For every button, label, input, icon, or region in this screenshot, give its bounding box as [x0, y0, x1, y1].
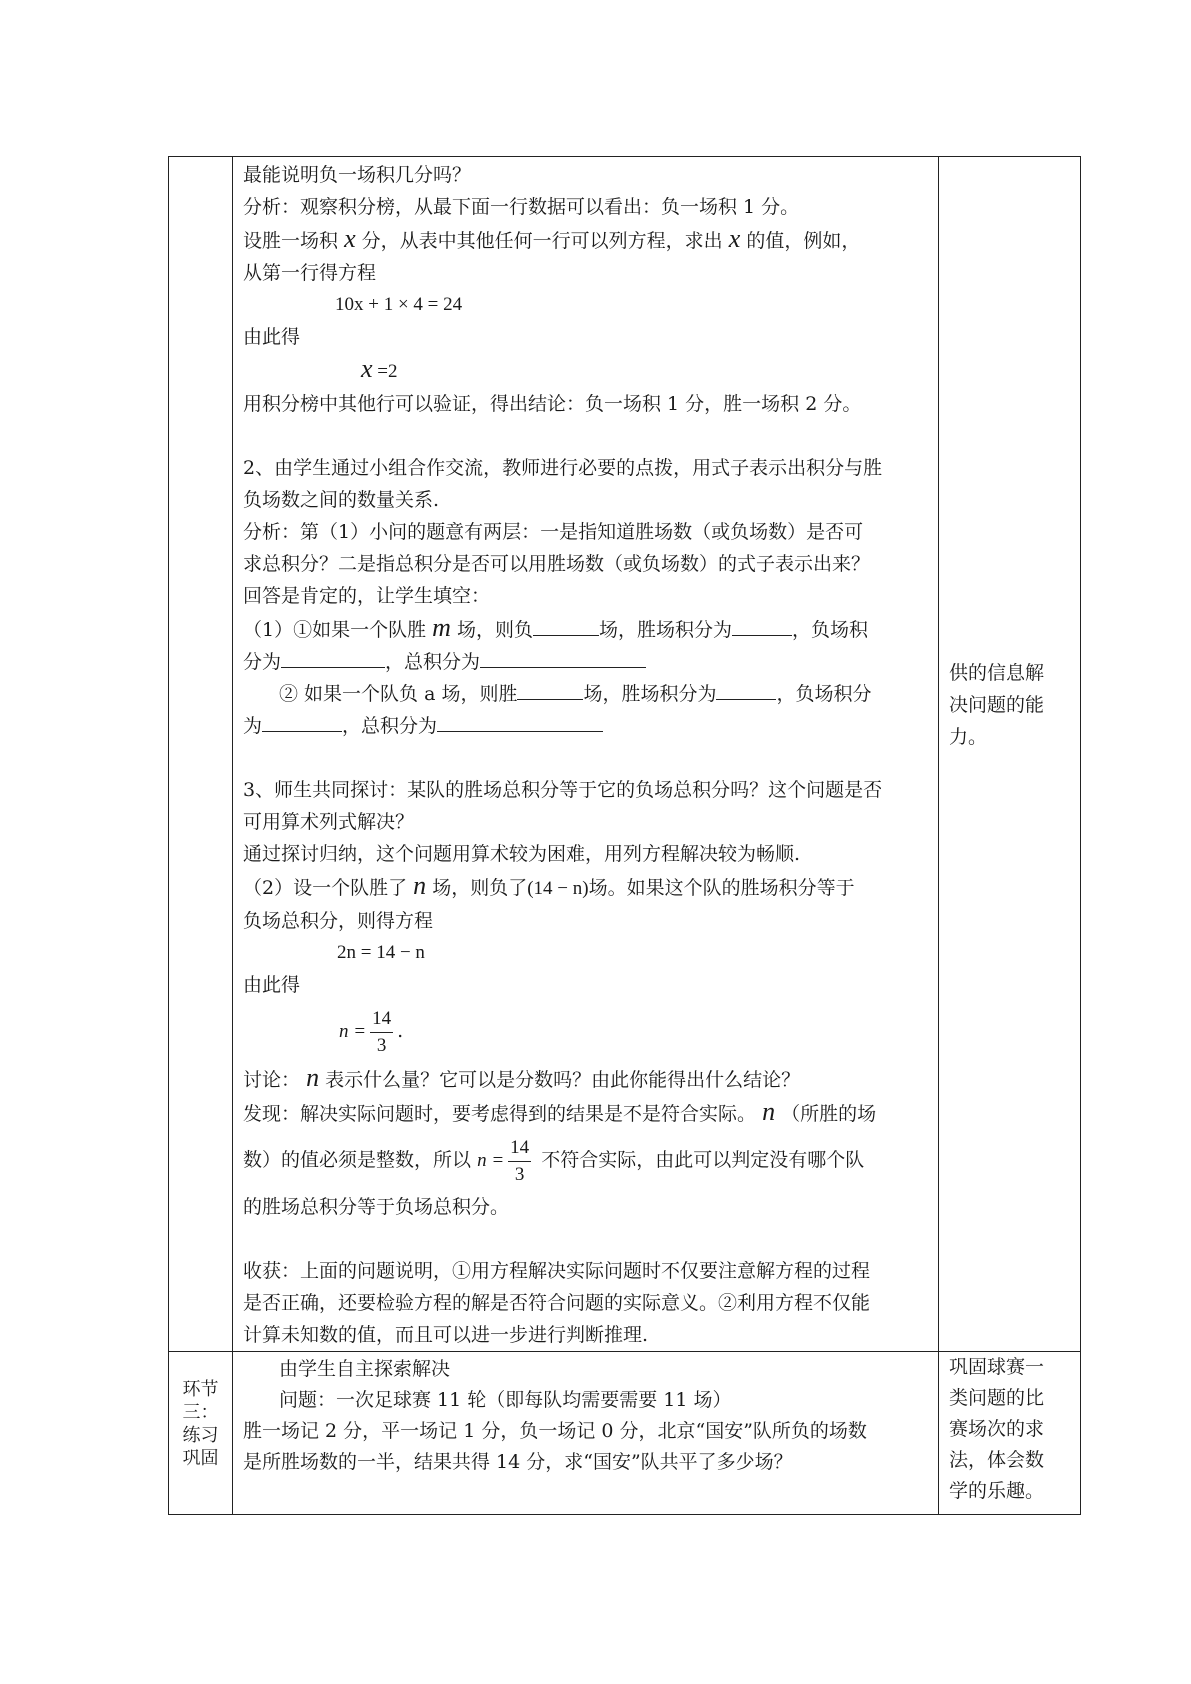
goal-line: 学的乐趣。 [949, 1480, 1045, 1502]
fraction: $\frac{14}{3}$ [372, 1007, 392, 1056]
goal-line: 类问题的比 [949, 1387, 1045, 1409]
text-line: 3、师生共同探讨：某队的胜场总积分等于它的负场总积分吗？这个问题是否 [243, 779, 883, 801]
text-line: 是所胜场数的一半，结果共得 14 分，求“国安”队共平了多少场？ [243, 1451, 793, 1473]
answer-blank[interactable] [281, 647, 385, 668]
text-line: 最能说明负一场积几分吗？ [243, 164, 472, 186]
variable: x [344, 224, 356, 253]
equation: 10x + 1 × 4 = 24 [335, 294, 463, 315]
goal-line: 力。 [949, 726, 988, 748]
goal-line: 供的信息解 [949, 662, 1045, 684]
goal-line: 决问题的能 [949, 694, 1045, 716]
table-row [169, 157, 1081, 1352]
text-line: 可用算术列式解决？ [243, 811, 415, 833]
text-line: 问题：一次足球赛 11 轮（即每队均需要需要 11 场） [279, 1389, 732, 1411]
stage-label: 练习 [182, 1425, 219, 1446]
stage-label: 巩固 [182, 1448, 219, 1469]
answer-blank[interactable] [262, 711, 342, 732]
text-line: 胜一场记 2 分，平一场记 1 分，负一场记 0 分，北京“国安”队所负的场数 [243, 1420, 867, 1442]
answer-blank[interactable] [480, 647, 646, 668]
text-line: 由此得 [243, 326, 301, 348]
equation: n = $\frac{14}{3}$ . [243, 1001, 930, 1062]
stage-cell [169, 1352, 233, 1515]
stage-label: 环节 [182, 1379, 219, 1400]
text-line: 分析：观察积分榜，从最下面一行数据可以看出：负一场积 1 分。 [243, 196, 800, 218]
text-line: 回答是肯定的，让学生填空： [243, 585, 491, 607]
goal-cell [939, 157, 1081, 1352]
equation: 2n = 14 − n [337, 942, 425, 963]
text-line: 求总积分？二是指总积分是否可以用胜场数（或负场数）的式子表示出来？ [243, 553, 871, 575]
lesson-table [168, 156, 1081, 1515]
text-line: 是否正确，还要检验方程的解是否符合问题的实际意义。②利用方程不仅能 [243, 1292, 871, 1314]
text-line: 的胜场总积分等于负场总积分。 [243, 1196, 510, 1218]
text-line: 通过探讨归纳，这个问题用算术较为困难，用列方程解决较为畅顺. [243, 843, 801, 865]
text-line: 用积分榜中其他行可以验证，得出结论：负一场积 1 分，胜一场积 2 分。 [243, 393, 862, 415]
answer-blank[interactable] [517, 679, 583, 700]
text-line: 分析：第（1）小问的题意有两层：一是指知道胜场数（或负场数）是否可 [243, 521, 864, 543]
text-line: 设胜一场积 x 分，从表中其他任何一行可以列方程，求出 x 的值，例如， [243, 224, 861, 253]
expression: (14 − n) [527, 878, 589, 899]
text-line: 由此得 [243, 974, 301, 996]
content-cell [233, 157, 939, 1352]
answer-blank[interactable] [716, 679, 776, 700]
text-line: 2、由学生通过小组合作交流，教师进行必要的点拨，用式子表示出积分与胜 [243, 457, 883, 479]
table-row [169, 1352, 1081, 1515]
goal-cell [939, 1352, 1081, 1515]
fill-blank-line: 为 ，总积分为 [243, 710, 930, 742]
text-line: 从第一行得方程 [243, 262, 377, 284]
text-line: 负场总积分，则得方程 [243, 910, 434, 932]
answer-blank[interactable] [533, 615, 599, 636]
equation: x =2 [361, 354, 398, 383]
stage-label: 三： [182, 1402, 219, 1423]
answer-blank[interactable] [437, 711, 603, 732]
text-line: 讨论： n 表示什么量？它可以是分数吗？由此你能得出什么结论？ [243, 1063, 801, 1092]
fill-blank-line: （1）①如果一个队胜 m 场，则负 场，胜场积分为 ，负场积 [243, 613, 869, 642]
text-line: 发现：解决实际问题时，要考虑得到的结果是不是符合实际。 n （所胜的场 [243, 1097, 877, 1126]
text-line: 数）的值必须是整数，所以 n = $\frac{14}{3}$ 不符合实际，由此可以判定没有哪个队 [243, 1130, 930, 1191]
variable: x [728, 224, 741, 253]
answer-blank[interactable] [732, 615, 792, 636]
fraction: $\frac{14}{3}$ [510, 1136, 530, 1185]
fill-blank-line: ② 如果一个队负 a 场，则胜 场，胜场积分为 ，负场积分 [243, 678, 930, 710]
text-line: 负场数之间的数量关系. [243, 489, 440, 511]
goal-line: 赛场次的求 [949, 1418, 1045, 1440]
content-cell [233, 1352, 939, 1515]
fill-blank-line: 分为 ，总积分为 [243, 646, 930, 678]
lesson-plan-table [168, 156, 1080, 1502]
text-line: （2）设一个队胜了 n 场，则负了(14 − n)场。如果这个队的胜场积分等于 [243, 871, 855, 900]
goal-line: 巩固球赛一 [949, 1356, 1045, 1378]
goal-line: 法，体会数 [949, 1449, 1045, 1471]
text-line: 收获：上面的问题说明，①用方程解决实际问题时不仅要注意解方程的过程 [243, 1260, 871, 1282]
text-line: 由学生自主探索解决 [279, 1358, 451, 1380]
text-line: 计算未知数的值，而且可以进一步进行判断推理. [243, 1324, 649, 1346]
stage-cell [169, 157, 233, 1352]
